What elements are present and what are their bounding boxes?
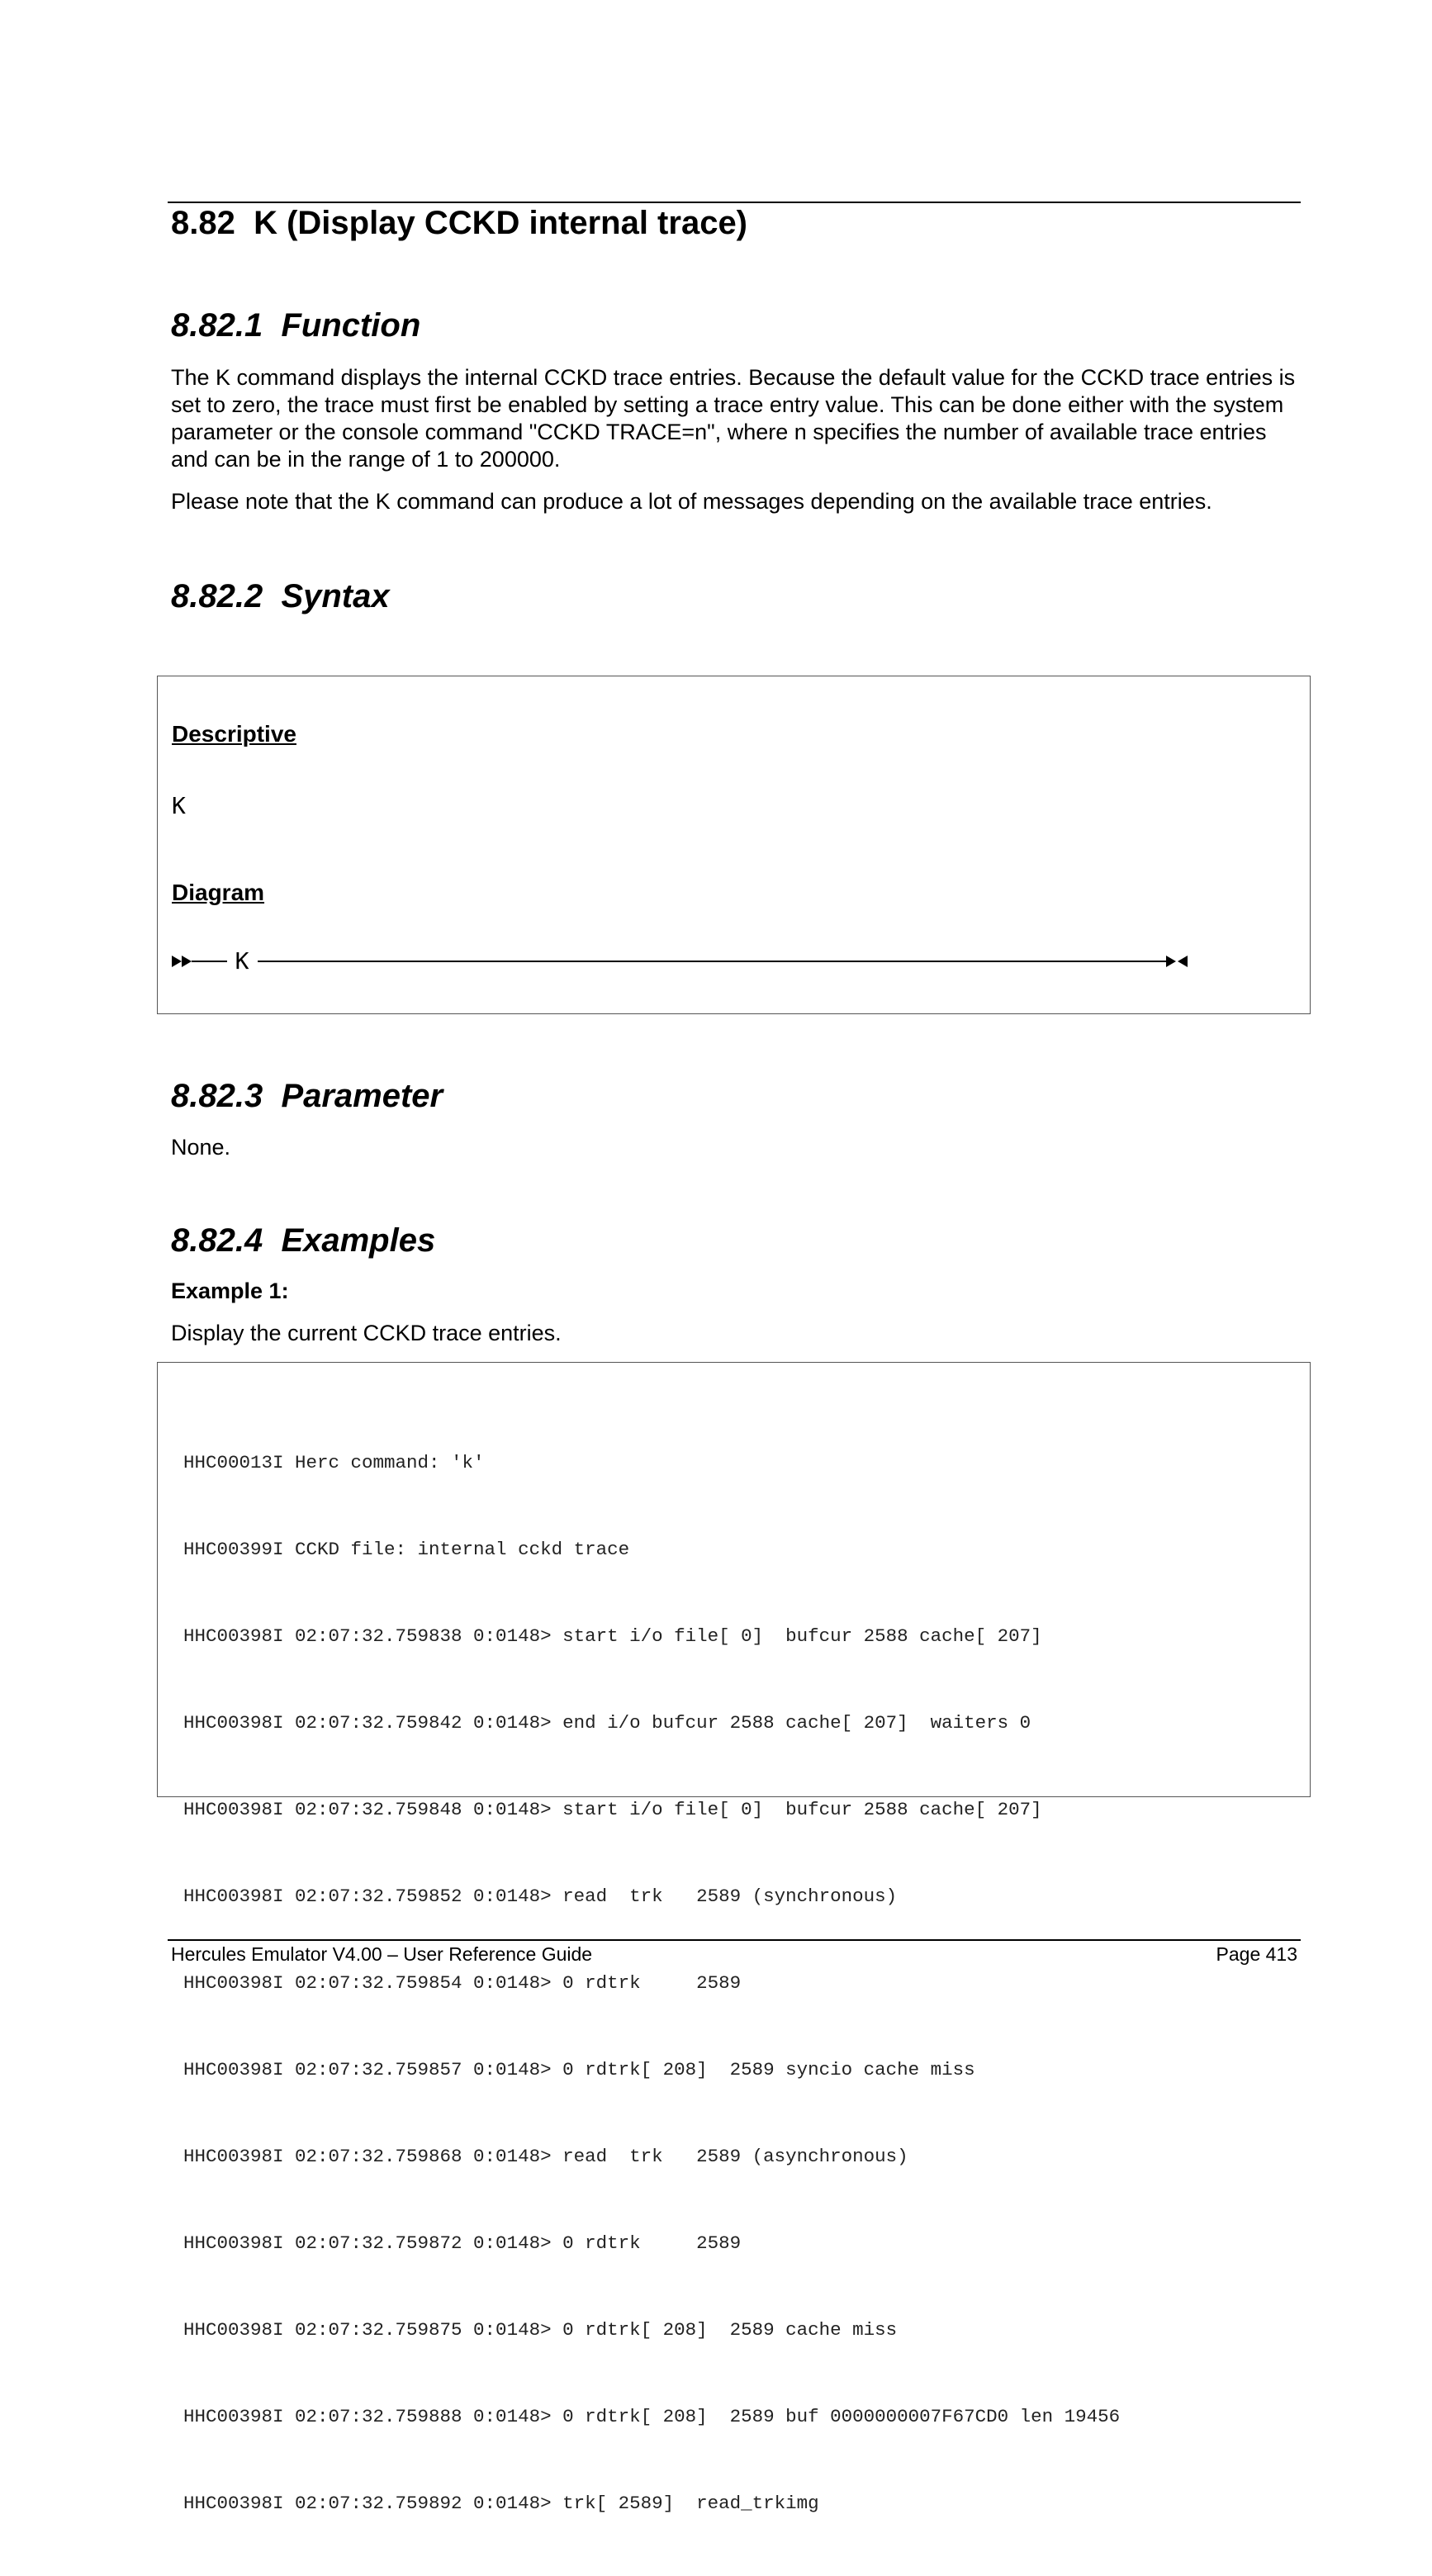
syntax-box bbox=[157, 676, 1311, 1014]
parameter-text: None. bbox=[171, 1135, 231, 1160]
diagram-keyword: K bbox=[235, 947, 249, 975]
code-line: HHC00398I 02:07:32.759854 0:0148> 0 rdtrk 2589 bbox=[183, 1972, 742, 1994]
example-1-label: Example 1: bbox=[171, 1279, 289, 1303]
descriptive-label: Descriptive bbox=[172, 721, 296, 747]
code-line: HHC00013I Herc command: 'k' bbox=[183, 1452, 485, 1473]
code-line: HHC00399I CCKD file: internal cckd trace bbox=[183, 1539, 630, 1560]
code-line: HHC00398I 02:07:32.759852 0:0148> read trk 2589 (synchronous) bbox=[183, 1886, 898, 1907]
example-1-description: Display the current CCKD trace entries. bbox=[171, 1321, 562, 1345]
start-arrow-icon bbox=[172, 956, 182, 967]
code-line: HHC00398I 02:07:32.759842 0:0148> end i/o bufcur 2588 cache[ 207] waiters 0 bbox=[183, 1712, 1031, 1734]
start-arrow-icon-2 bbox=[182, 956, 192, 967]
section-title: 8.82 K (Display CCKD internal trace) bbox=[171, 205, 748, 241]
footer-rule bbox=[168, 1939, 1301, 1941]
function-paragraph-2: Please note that the K command can produce a lot of messages depending on the available trace entries. bbox=[171, 489, 1212, 514]
code-line: HHC00398I 02:07:32.759857 0:0148> 0 rdtrk[ 208] 2589 syncio cache miss bbox=[183, 2059, 975, 2080]
syntax-heading: 8.82.2 Syntax bbox=[171, 578, 390, 614]
code-line: HHC00398I 02:07:32.759888 0:0148> 0 rdtrk[ 208] 2589 buf 0000000007F67CD0 len 19456 bbox=[183, 2406, 1121, 2427]
code-line: HHC00398I 02:07:32.759848 0:0148> start i/o file[ 0] bufcur 2588 cache[ 207] bbox=[183, 1799, 1042, 1820]
footer-title: Hercules Emulator V4.00 – User Reference Guide bbox=[171, 1943, 593, 1965]
diagram-label: Diagram bbox=[172, 880, 265, 905]
code-line: HHC00398I 02:07:32.759892 0:0148> trk[ 2589] read_trkimg bbox=[183, 2493, 819, 2514]
code-line: HHC00398I 02:07:32.759868 0:0148> read trk 2589 (asynchronous) bbox=[183, 2146, 908, 2167]
code-line: HHC00398I 02:07:32.759872 0:0148> 0 rdtrk 2589 bbox=[183, 2232, 742, 2254]
function-heading: 8.82.1 Function bbox=[171, 307, 421, 344]
end-arrow-icon bbox=[1166, 956, 1176, 967]
syntax-diagram bbox=[172, 941, 1204, 982]
examples-heading: 8.82.4 Examples bbox=[171, 1222, 436, 1259]
descriptive-command: K bbox=[172, 792, 186, 819]
code-line: HHC00398I 02:07:32.759838 0:0148> start i/o file[ 0] bufcur 2588 cache[ 207] bbox=[183, 1625, 1042, 1647]
function-paragraph-1: The K command displays the internal CCKD trace entries. Because the default value for the CCKD trace entries is set to zero, the trace must first be enabled by setting a trace entry value. This can be done either with the system parameter or the console command "CCKD TRACE=n", where n specifies the number of available trace entries and can be in the range of 1 to 200000. bbox=[171, 365, 1296, 472]
page-number: Page 413 bbox=[1216, 1943, 1297, 1965]
code-line: HHC00398I 02:07:32.759875 0:0148> 0 rdtrk[ 208] 2589 cache miss bbox=[183, 2319, 898, 2341]
parameter-heading: 8.82.3 Parameter bbox=[171, 1078, 443, 1114]
code-lines bbox=[183, 1391, 1120, 2576]
end-arrow-icon-2 bbox=[1178, 956, 1188, 967]
header-rule bbox=[168, 202, 1301, 203]
